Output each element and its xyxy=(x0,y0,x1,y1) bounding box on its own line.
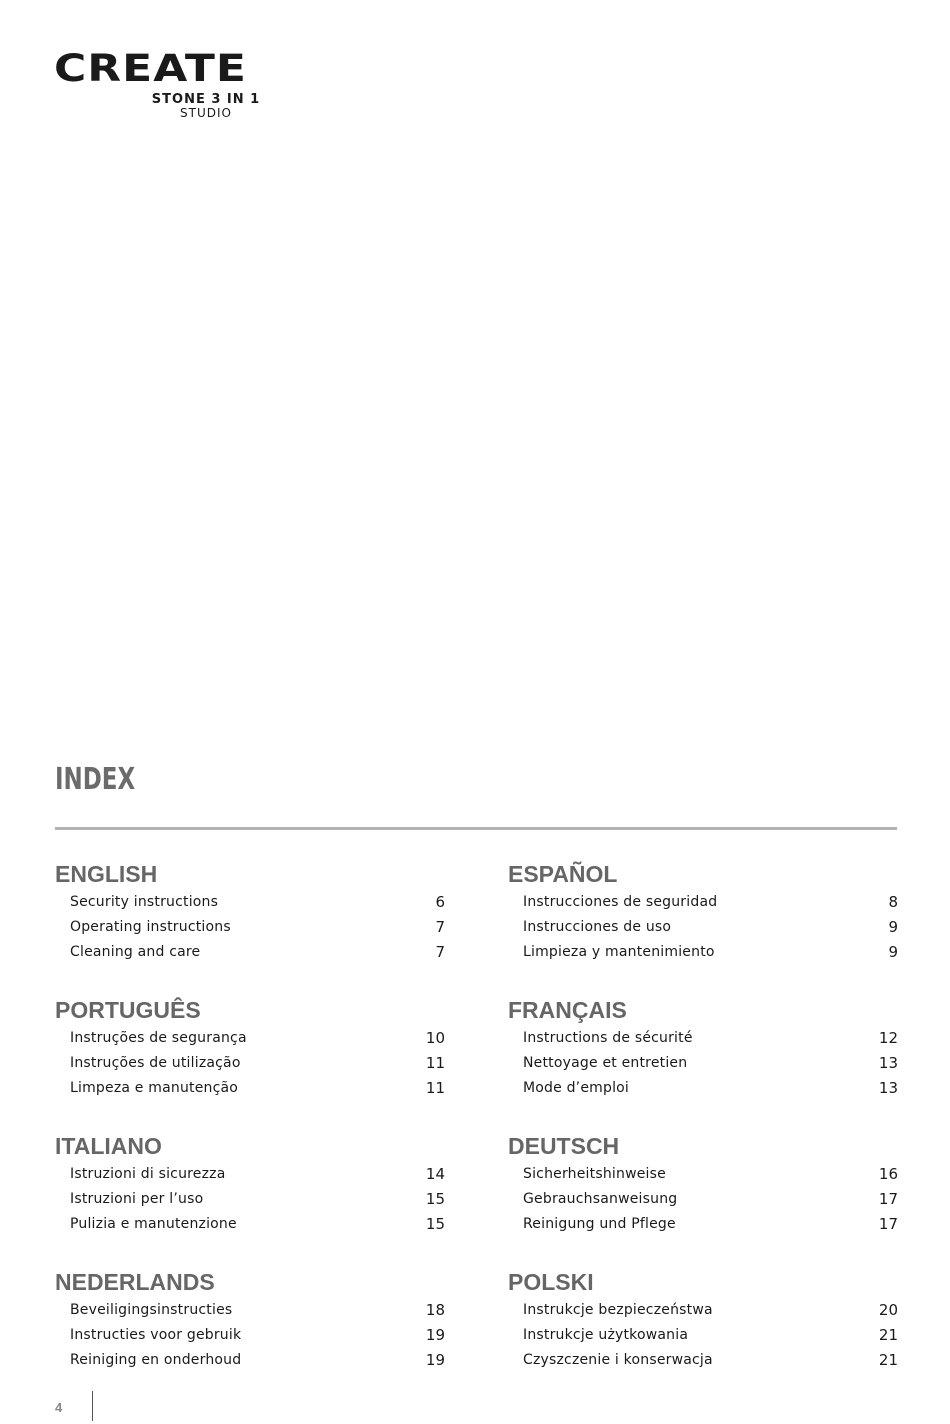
toc-entry-label: Cleaning and care xyxy=(70,944,201,960)
toc-entry-label: Reinigung und Pflege xyxy=(523,1216,676,1232)
toc-entry[interactable] xyxy=(55,1051,445,1076)
section-deutsch xyxy=(508,1132,898,1237)
toc-entry-label: Czyszczenie i konserwacja xyxy=(523,1352,713,1368)
toc-entry-label: Istruzioni per l’uso xyxy=(70,1191,204,1207)
divider xyxy=(55,827,897,830)
section-francais xyxy=(508,996,898,1101)
toc-entry-page: 17 xyxy=(878,1190,898,1208)
toc-entry-label: Nettoyage et entretien xyxy=(523,1055,688,1071)
section-heading: ESPAÑOL xyxy=(508,861,618,887)
toc-entry-page: 21 xyxy=(878,1326,898,1344)
toc-entry-label: Instructions de sécurité xyxy=(523,1030,693,1046)
toc-entry-page: 7 xyxy=(435,918,445,936)
toc-entry[interactable] xyxy=(508,1323,898,1348)
toc-entry-page: 7 xyxy=(435,943,445,961)
toc-entry[interactable] xyxy=(55,890,445,915)
toc-entry-label: Instruções de utilização xyxy=(70,1055,241,1071)
section-espanol xyxy=(508,860,898,965)
page-number: 4 xyxy=(55,1400,63,1415)
toc-entry[interactable] xyxy=(508,940,898,965)
logo-wordmark: CREATE xyxy=(54,46,247,91)
toc-entry-page: 15 xyxy=(425,1215,445,1233)
toc-entry[interactable] xyxy=(55,1162,445,1187)
toc-entry-label: Gebrauchsanweisung xyxy=(523,1191,678,1207)
toc-entry-page: 11 xyxy=(425,1079,445,1097)
section-italiano xyxy=(55,1132,445,1237)
section-heading: ITALIANO xyxy=(55,1133,162,1159)
toc-entry-label: Instrucciones de seguridad xyxy=(523,894,718,910)
toc-entry-label: Limpeza e manutenção xyxy=(70,1080,239,1096)
toc-entry-label: Security instructions xyxy=(70,894,219,910)
toc-entry[interactable] xyxy=(508,1051,898,1076)
toc-entry-page: 19 xyxy=(425,1326,445,1344)
toc-entry-label: Instrukcje użytkowania xyxy=(523,1327,689,1343)
toc-entry[interactable] xyxy=(55,1323,445,1348)
toc-entry-label: Reiniging en onderhoud xyxy=(70,1352,242,1368)
footer-divider xyxy=(92,1391,93,1421)
section-heading: NEDERLANDS xyxy=(55,1269,215,1295)
section-heading: DEUTSCH xyxy=(508,1133,620,1159)
toc-entry[interactable] xyxy=(508,1026,898,1051)
toc-entry[interactable] xyxy=(508,1162,898,1187)
toc-entry-label: Mode d’emploi xyxy=(523,1080,630,1096)
toc-entry-page: 21 xyxy=(878,1351,898,1369)
section-heading: POLSKI xyxy=(508,1269,594,1295)
toc-entry-label: Istruzioni di sicurezza xyxy=(70,1166,226,1182)
section-heading: PORTUGUÊS xyxy=(55,997,201,1023)
section-portugues xyxy=(55,996,445,1101)
toc-entry-label: Instructies voor gebruik xyxy=(70,1327,242,1343)
index-title: INDEX xyxy=(55,762,136,797)
section-heading: ENGLISH xyxy=(55,861,158,887)
toc-entry-page: 10 xyxy=(425,1029,445,1047)
toc-entry[interactable] xyxy=(508,1298,898,1323)
section-heading: FRANÇAIS xyxy=(508,997,627,1023)
toc-entry-label: Pulizia e manutenzione xyxy=(70,1216,237,1232)
toc-entry[interactable] xyxy=(55,1348,445,1373)
toc-entry-label: Limpieza y mantenimiento xyxy=(523,944,715,960)
toc-entry-page: 6 xyxy=(435,893,445,911)
toc-entry[interactable] xyxy=(508,1076,898,1101)
toc-entry-page: 15 xyxy=(425,1190,445,1208)
toc-entry[interactable] xyxy=(55,1076,445,1101)
toc-entry[interactable] xyxy=(508,1212,898,1237)
brand-logo xyxy=(54,46,318,120)
toc-entry-page: 20 xyxy=(878,1301,898,1319)
toc-entry-page: 13 xyxy=(878,1054,898,1072)
logo-product-sub: STUDIO xyxy=(180,106,232,120)
toc-entry-label: Instrukcje bezpieczeństwa xyxy=(523,1302,713,1318)
toc-entry-label: Instruções de segurança xyxy=(70,1030,247,1046)
toc-entry-page: 9 xyxy=(888,943,898,961)
toc-entry[interactable] xyxy=(55,1187,445,1212)
toc-entry-page: 9 xyxy=(888,918,898,936)
toc-entry[interactable] xyxy=(508,915,898,940)
toc-entry[interactable] xyxy=(55,940,445,965)
toc-entry[interactable] xyxy=(508,1187,898,1212)
toc-entry[interactable] xyxy=(55,1026,445,1051)
toc-entry-page: 16 xyxy=(878,1165,898,1183)
toc-entry[interactable] xyxy=(55,1212,445,1237)
toc-entry-page: 17 xyxy=(878,1215,898,1233)
toc-entry[interactable] xyxy=(508,890,898,915)
toc-entry[interactable] xyxy=(55,1298,445,1323)
toc-entry-label: Operating instructions xyxy=(70,919,231,935)
section-polski xyxy=(508,1268,898,1373)
toc-entry[interactable] xyxy=(55,915,445,940)
section-nederlands xyxy=(55,1268,445,1373)
toc-entry-page: 13 xyxy=(878,1079,898,1097)
toc-entry-page: 18 xyxy=(425,1301,445,1319)
toc-entry-page: 14 xyxy=(425,1165,445,1183)
toc-entry-label: Beveiligingsinstructies xyxy=(70,1302,233,1318)
toc-entry[interactable] xyxy=(508,1348,898,1373)
logo-product-line: STONE 3 IN 1 xyxy=(151,92,261,107)
toc-entry-label: Sicherheitshinweise xyxy=(523,1166,666,1182)
toc-entry-page: 12 xyxy=(878,1029,898,1047)
toc-entry-page: 11 xyxy=(425,1054,445,1072)
toc-entry-page: 19 xyxy=(425,1351,445,1369)
toc-entry-page: 8 xyxy=(888,893,898,911)
section-english xyxy=(55,860,445,965)
toc-entry-label: Instrucciones de uso xyxy=(523,919,672,935)
